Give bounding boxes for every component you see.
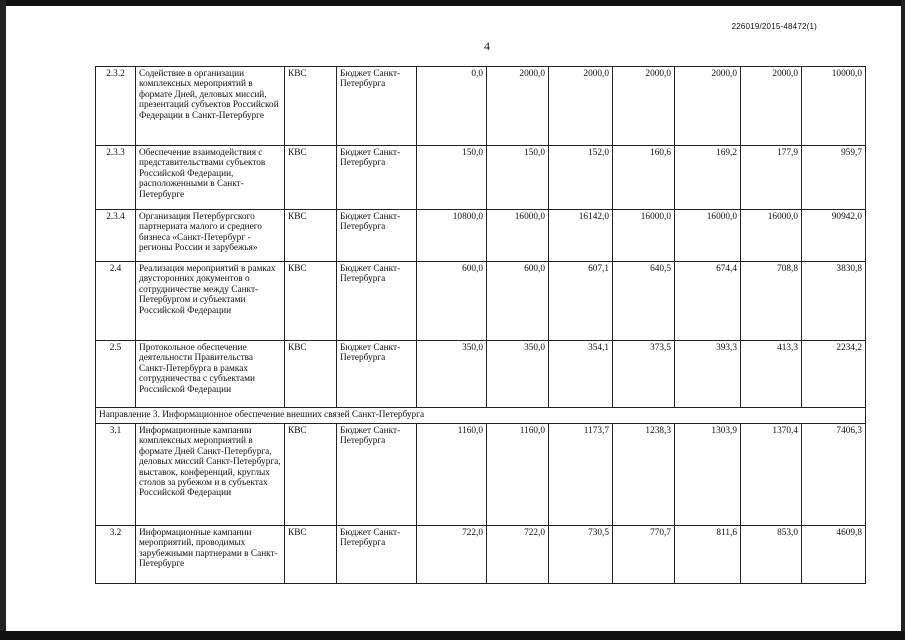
row-number-cell: 2.3.2 <box>96 67 136 146</box>
program-table <box>95 66 866 584</box>
value-cell: 2234,2 <box>802 341 866 408</box>
value-cell: 2000,0 <box>613 67 675 146</box>
row-number-cell: 2.5 <box>96 341 136 408</box>
value-cell: 373,5 <box>613 341 675 408</box>
value-cell: 160,6 <box>613 146 675 210</box>
activity-name-cell: Информационные кампании комплексных мероприятий в формате Дней Санкт-Петербурга, деловых миссий Санкт-Петербурга, выставок, конференций, круглых столов за рубежом и в субъектах Российской Федерации <box>136 424 285 526</box>
value-cell: 16000,0 <box>741 210 802 262</box>
value-cell: 708,8 <box>741 262 802 341</box>
value-cell: 1160,0 <box>487 424 549 526</box>
value-cell: 16000,0 <box>675 210 741 262</box>
table-row <box>96 67 866 146</box>
value-cell: 959,7 <box>802 146 866 210</box>
executor-cell: КВС <box>285 67 337 146</box>
value-cell: 90942,0 <box>802 210 866 262</box>
value-cell: 770,7 <box>613 526 675 584</box>
value-cell: 413,3 <box>741 341 802 408</box>
value-cell: 16000,0 <box>487 210 549 262</box>
executor-cell: КВС <box>285 341 337 408</box>
activity-name-cell: Протокольное обеспечение деятельности Правительства Санкт-Петербурга в рамках сотрудничества с субъектами Российской Федерации <box>136 341 285 408</box>
value-cell: 10000,0 <box>802 67 866 146</box>
value-cell: 722,0 <box>487 526 549 584</box>
row-number-cell: 2.4 <box>96 262 136 341</box>
funding-source-cell: Бюджет Санкт-Петербурга <box>337 424 417 526</box>
value-cell: 640,5 <box>613 262 675 341</box>
activity-name-cell: Информационные кампании мероприятий, проводимых зарубежными партнерами в Санкт-Петербурге <box>136 526 285 584</box>
value-cell: 150,0 <box>417 146 487 210</box>
executor-cell: КВС <box>285 210 337 262</box>
funding-source-cell: Бюджет Санкт-Петербурга <box>337 341 417 408</box>
value-cell: 607,1 <box>549 262 613 341</box>
table-row <box>96 526 866 584</box>
value-cell: 10800,0 <box>417 210 487 262</box>
document-id: 226019/2015-48472(1) <box>731 22 817 31</box>
funding-source-cell: Бюджет Санкт-Петербурга <box>337 210 417 262</box>
scan-border-left <box>0 0 6 640</box>
activity-name-cell: Реализация мероприятий в рамках двусторонних документов о сотрудничестве между Санкт-Петербургом и субъектами Российской Федерации <box>136 262 285 341</box>
scan-border-bottom <box>0 631 905 640</box>
row-number-cell: 2.3.4 <box>96 210 136 262</box>
value-cell: 2000,0 <box>675 67 741 146</box>
value-cell: 169,2 <box>675 146 741 210</box>
value-cell: 150,0 <box>487 146 549 210</box>
executor-cell: КВС <box>285 146 337 210</box>
value-cell: 2000,0 <box>549 67 613 146</box>
row-number-cell: 2.3.3 <box>96 146 136 210</box>
value-cell: 2000,0 <box>741 67 802 146</box>
value-cell: 600,0 <box>487 262 549 341</box>
scan-border-top <box>0 0 905 6</box>
value-cell: 16142,0 <box>549 210 613 262</box>
value-cell: 1160,0 <box>417 424 487 526</box>
page-number: 4 <box>484 39 490 53</box>
activity-name-cell: Организация Петербургского партнериата малого и среднего бизнеса «Санкт-Петербург - регионы России и зарубежья» <box>136 210 285 262</box>
section-title: Направление 3. Информационное обеспечение внешних связей Санкт-Петербурга <box>96 408 866 424</box>
executor-cell: КВС <box>285 262 337 341</box>
funding-source-cell: Бюджет Санкт-Петербурга <box>337 146 417 210</box>
value-cell: 0,0 <box>417 67 487 146</box>
value-cell: 1370,4 <box>741 424 802 526</box>
value-cell: 393,3 <box>675 341 741 408</box>
scan-border-right <box>901 0 905 640</box>
value-cell: 811,6 <box>675 526 741 584</box>
value-cell: 722,0 <box>417 526 487 584</box>
executor-cell: КВС <box>285 424 337 526</box>
funding-source-cell: Бюджет Санкт-Петербурга <box>337 67 417 146</box>
value-cell: 4609,8 <box>802 526 866 584</box>
value-cell: 354,1 <box>549 341 613 408</box>
funding-source-cell: Бюджет Санкт-Петербурга <box>337 526 417 584</box>
value-cell: 674,4 <box>675 262 741 341</box>
activity-name-cell: Содействие в организации комплексных мероприятий в формате Дней, деловых миссий, презентаций субъектов Российской Федерации в Санкт-Петербурге <box>136 67 285 146</box>
table-row <box>96 262 866 341</box>
value-cell: 177,9 <box>741 146 802 210</box>
row-number-cell: 3.2 <box>96 526 136 584</box>
table-row <box>96 341 866 408</box>
section-row <box>96 408 866 424</box>
value-cell: 730,5 <box>549 526 613 584</box>
value-cell: 1303,9 <box>675 424 741 526</box>
value-cell: 350,0 <box>417 341 487 408</box>
table-row <box>96 146 866 210</box>
value-cell: 3830,8 <box>802 262 866 341</box>
value-cell: 600,0 <box>417 262 487 341</box>
value-cell: 2000,0 <box>487 67 549 146</box>
value-cell: 350,0 <box>487 341 549 408</box>
activity-name-cell: Обеспечение взаимодействия с представительствами субъектов Российской Федерации, расположенными в Санкт-Петербурге <box>136 146 285 210</box>
table-row <box>96 424 866 526</box>
table-row <box>96 210 866 262</box>
value-cell: 7406,3 <box>802 424 866 526</box>
funding-source-cell: Бюджет Санкт-Петербурга <box>337 262 417 341</box>
value-cell: 152,0 <box>549 146 613 210</box>
value-cell: 1238,3 <box>613 424 675 526</box>
value-cell: 16000,0 <box>613 210 675 262</box>
executor-cell: КВС <box>285 526 337 584</box>
value-cell: 853,0 <box>741 526 802 584</box>
row-number-cell: 3.1 <box>96 424 136 526</box>
value-cell: 1173,7 <box>549 424 613 526</box>
